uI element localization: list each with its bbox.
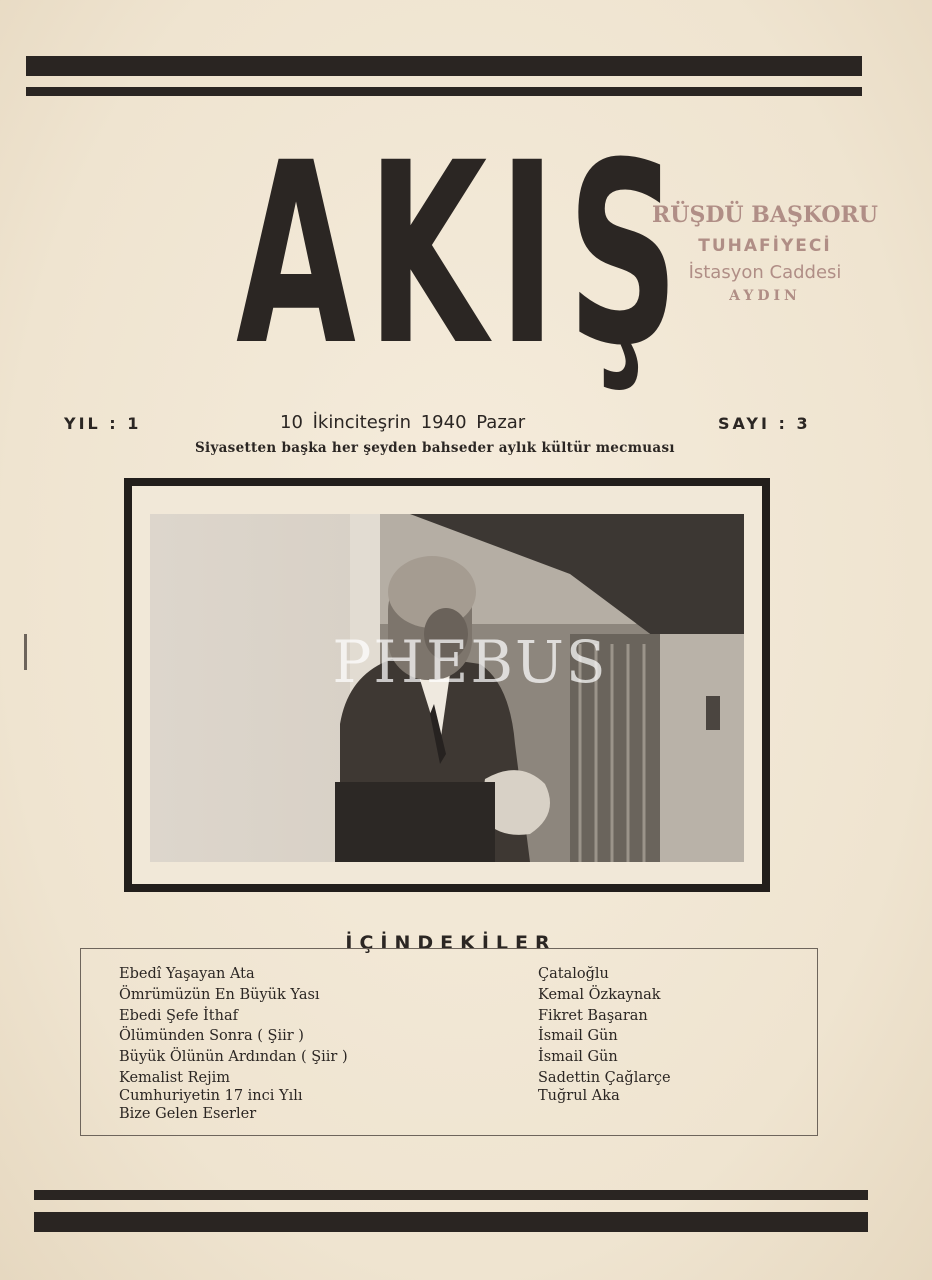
toc-article: Bize Gelen Eserler (119, 1105, 257, 1122)
staple-mark (24, 634, 27, 670)
issue-date: 10 İkinciteşrin 1940 Pazar (280, 412, 526, 433)
toc-article: Ömrümüzün En Büyük Yası (119, 986, 320, 1003)
toc-author: Tuğrul Aka (538, 1087, 620, 1104)
stamp-city: AYDIN (729, 288, 801, 304)
volume-year: YIL : 1 (64, 414, 142, 433)
toc-article: Ebedî Yaşayan Ata (119, 966, 255, 982)
tagline: Siyasetten başka her şeyden bahseder aylık kültür mecmuası (195, 440, 675, 456)
issue-number: SAYI : 3 (718, 414, 811, 433)
watermark-text: PHEBUS (332, 628, 608, 696)
toc-articles-list (119, 964, 348, 1124)
toc-article: Cumhuriyetin 17 inci Yılı (119, 1087, 303, 1104)
toc-article: Ebedi Şefe İthaf (119, 1007, 238, 1024)
toc-author: İsmail Gün (538, 1028, 618, 1045)
toc-author: Kemal Özkaynak (538, 986, 661, 1003)
masthead-title: AKIŞ (236, 109, 691, 400)
toc-author: Fikret Başaran (538, 1007, 648, 1024)
bottom-rule-thick (34, 1212, 868, 1232)
toc-author: İsmail Gün (538, 1049, 618, 1066)
bottom-rule-thin (34, 1190, 868, 1200)
toc-author: Çataloğlu (538, 966, 609, 982)
toc-author: Sadettin Çağlarçe (538, 1069, 671, 1086)
toc-article: Kemalist Rejim (119, 1069, 230, 1086)
toc-article: Ölümünden Sonra ( Şiir ) (119, 1028, 304, 1045)
top-rule-thick (26, 56, 862, 76)
stamp-shop-name: RÜŞDÜ BAŞKORU (652, 202, 878, 228)
top-rule-thin (26, 87, 862, 96)
stamp-street: İstasyon Caddesi (688, 262, 842, 283)
toc-article: Büyük Ölünün Ardından ( Şiir ) (119, 1049, 348, 1066)
toc-heading: İÇİNDEKİLER (345, 932, 557, 954)
toc-authors-list (538, 964, 671, 1107)
stamp-shop-trade: TUHAFİYECİ (698, 236, 832, 256)
